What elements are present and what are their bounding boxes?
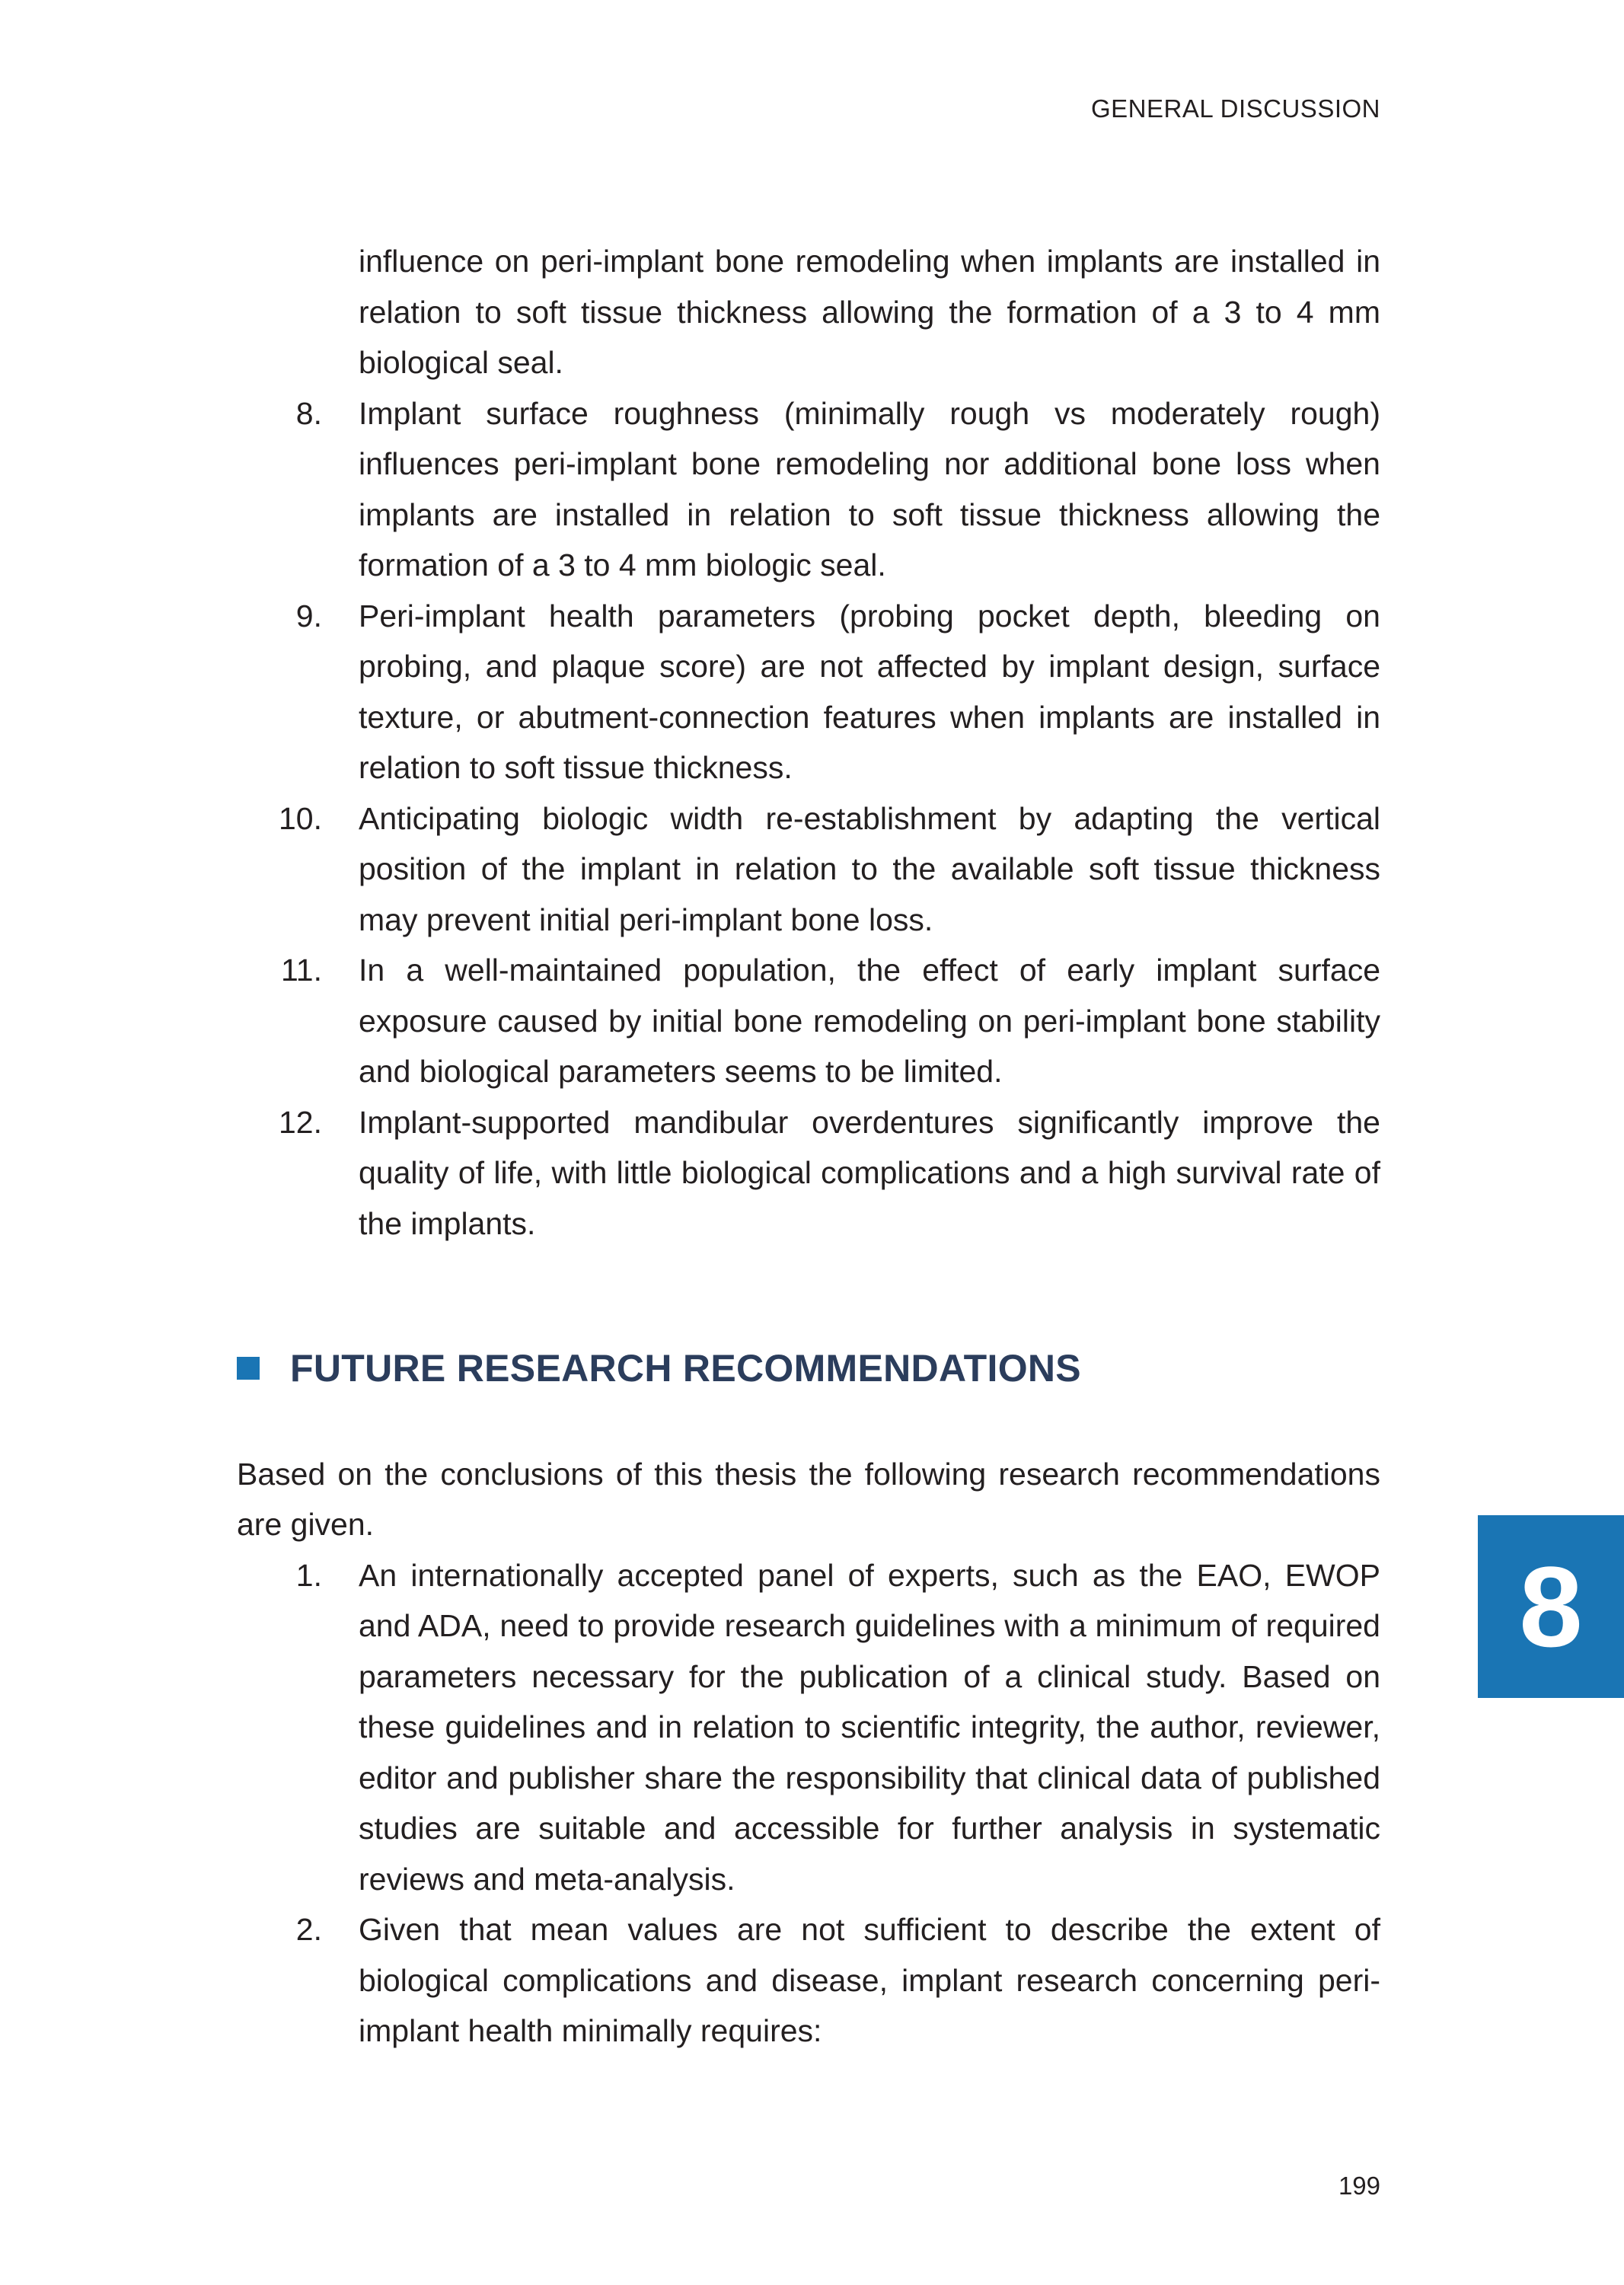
list-item — [237, 388, 1380, 591]
list-item-number: 12. — [279, 1104, 322, 1140]
list-item-number: 8. — [295, 395, 322, 431]
list-item-text: Given that mean values are not sufficient to describe the extent of biological complications and disease, implant research concerning peri-implant health minimally requires: — [359, 1912, 1380, 2048]
list-item — [237, 945, 1380, 1097]
list-item-text: Implant-supported mandibular overdentures significantly improve the quality of life, with little biological complications and a high survival rate of the implants. — [359, 1104, 1380, 1241]
list-item-number: 9. — [295, 598, 322, 633]
section-heading — [237, 1343, 1380, 1394]
list-item — [237, 1097, 1380, 1249]
list-item-text: Implant surface roughness (minimally rough vs moderately rough) influences peri-implant bone remodeling nor additional bone loss when implants are installed in relation to soft tissue thickness allowing the formation of a 3 to 4 mm biologic seal. — [359, 395, 1380, 582]
list-item — [237, 793, 1380, 946]
list-item-text: Anticipating biologic width re-establishment by adapting the vertical position of the implant in relation to the available soft tissue thickness may prevent initial peri-implant bone loss. — [359, 800, 1380, 937]
list-item-text: An internationally accepted panel of experts, such as the EAO, EWOP and ADA, need to provide research guidelines with a minimum of required parameters necessary for the publication of a clinical study. Based on these guidelines and in relation to scientific integrity, the author, reviewer, editor and publisher share the responsibility that clinical data of published studies are suitable and accessible for further analysis in systematic reviews and meta-analysis. — [359, 1557, 1380, 1897]
list-item — [237, 1904, 1380, 2057]
section-title: FUTURE RESEARCH RECOMMENDATIONS — [290, 1347, 1081, 1390]
chapter-tab — [1478, 1515, 1624, 1698]
list-item-text: In a well-maintained population, the effect of early implant surface exposure caused by initial bone remodeling on peri-implant bone stability and biological parameters seems to be limited. — [359, 953, 1380, 1089]
list-item-number: 1. — [295, 1557, 322, 1593]
list-item-number: 10. — [279, 800, 322, 836]
chapter-number: 8 — [1519, 1543, 1583, 1671]
section-intro: Based on the conclusions of this thesis the following research recommendations are given. — [237, 1456, 1380, 1542]
list-item-number: 11. — [281, 953, 322, 988]
continuation-paragraph: influence on peri-implant bone remodeling when implants are installed in relation to soft tissue thickness allowing the formation of a 3 to 4 mm biological seal. — [359, 244, 1380, 380]
page-content — [237, 236, 1380, 2057]
recommendations-list — [237, 1550, 1380, 2057]
page-number: 199 — [1338, 2172, 1380, 2200]
conclusions-list — [237, 388, 1380, 1249]
list-item-number: 2. — [295, 1912, 322, 1947]
running-header: GENERAL DISCUSSION — [1090, 94, 1380, 123]
list-item — [237, 591, 1380, 793]
list-item-text: Peri-implant health parameters (probing pocket depth, bleeding on probing, and plaque score) are not affected by implant design, surface texture, or abutment-connection features when implants are installed in relation to soft tissue thickness. — [359, 598, 1380, 785]
list-item — [237, 1550, 1380, 1905]
heading-square-icon — [237, 1357, 260, 1380]
